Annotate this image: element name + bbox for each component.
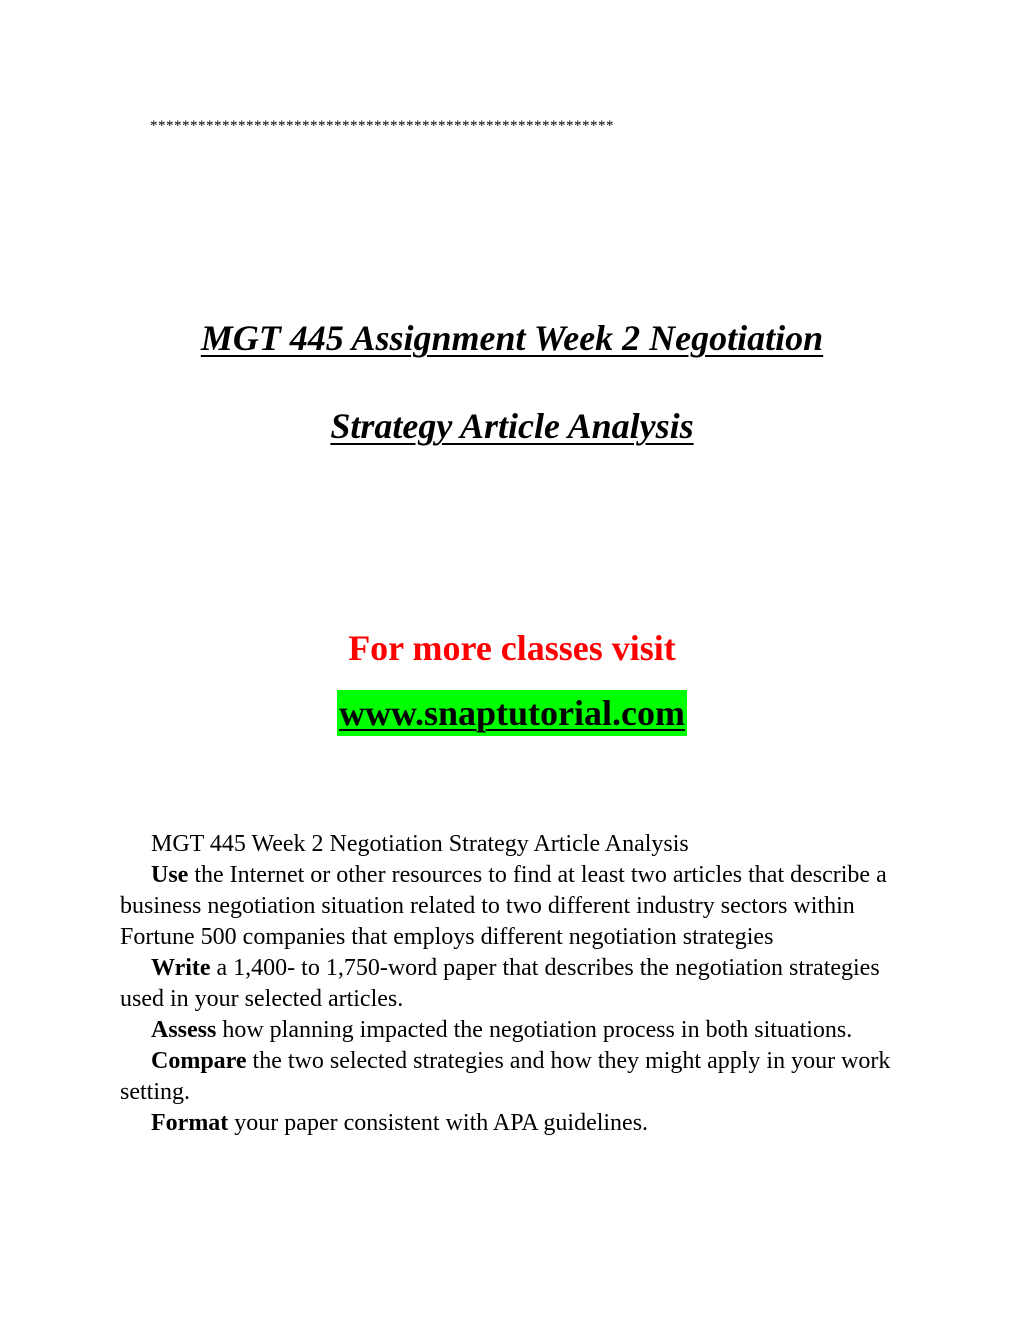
instruction-item xyxy=(120,953,920,1015)
instruction-item xyxy=(120,1046,920,1108)
instruction-text: the Internet or other resources to find at least two articles that describe a business negotiation situation related to two different industry sectors within Fortune 500 companies that employs different negotiation strategies xyxy=(120,862,887,950)
star-divider: ********************************************************** xyxy=(150,118,614,134)
promo-text: For more classes visit xyxy=(348,628,676,668)
instruction-text: a 1,400- to 1,750-word paper that describes the negotiation strategies used in your selected articles. xyxy=(120,955,880,1012)
instruction-text: how planning impacted the negotiation process in both situations. xyxy=(216,1017,853,1043)
assignment-heading: MGT 445 Week 2 Negotiation Strategy Article Analysis xyxy=(151,831,689,857)
document-title-line-2: Strategy Article Analysis xyxy=(330,406,694,446)
instruction-keyword: Use xyxy=(151,862,189,888)
instruction-text: the two selected strategies and how they might apply in your work setting. xyxy=(120,1048,891,1105)
promo-link-container xyxy=(0,690,1024,736)
instruction-keyword: Write xyxy=(151,955,211,981)
document-title-line-1: MGT 445 Assignment Week 2 Negotiation xyxy=(200,318,824,358)
instruction-text: your paper consistent with APA guidelines. xyxy=(228,1110,649,1136)
instruction-keyword: Compare xyxy=(151,1048,247,1074)
instruction-item xyxy=(120,860,920,953)
instruction-keyword: Format xyxy=(151,1110,229,1136)
instruction-item xyxy=(120,1015,920,1046)
instruction-keyword: Assess xyxy=(151,1017,217,1043)
assignment-description xyxy=(120,829,920,1139)
website-link[interactable]: www.snaptutorial.com xyxy=(337,690,687,736)
instruction-item xyxy=(120,1108,920,1139)
